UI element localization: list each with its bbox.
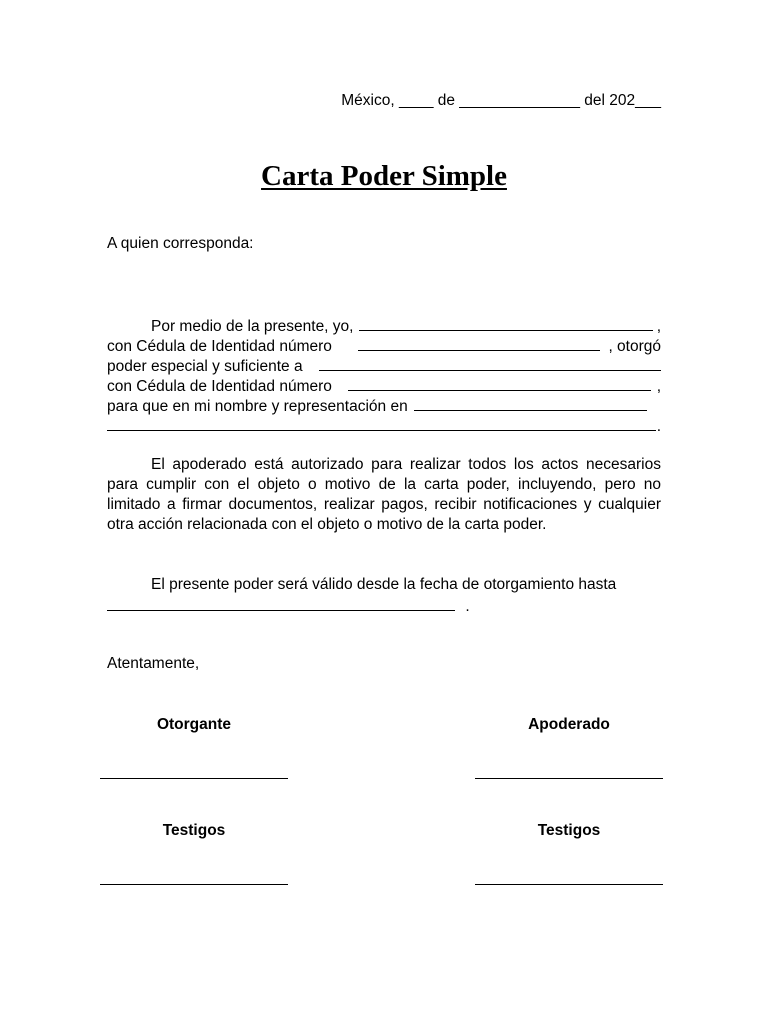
- validity-text: El presente poder será válido desde la fecha de otorgamiento hasta: [151, 576, 617, 593]
- grant-line-4-text: con Cédula de Identidad número: [107, 378, 332, 395]
- document-title: Carta Poder Simple: [261, 160, 507, 192]
- grantor-label: Otorgante: [156, 716, 232, 733]
- attorney-signature-line[interactable]: [475, 778, 663, 779]
- paragraph-grant: [107, 315, 661, 435]
- witness-right-signature-line[interactable]: [475, 884, 663, 885]
- grant-line-3: [107, 355, 661, 375]
- witness-left-label: Testigos: [162, 822, 226, 839]
- grant-line-1-text: Por medio de la presente, yo,: [151, 318, 354, 335]
- validity-date-blank[interactable]: [107, 595, 455, 611]
- greeting: A quien corresponda:: [107, 235, 254, 252]
- date-line: México, ____ de ______________ del 202___: [341, 92, 661, 109]
- validity-end: .: [465, 598, 470, 615]
- paragraph-validity: [107, 575, 661, 617]
- grant-line-6-end: .: [656, 418, 661, 435]
- grant-line-2-text: con Cédula de Identidad número: [107, 338, 332, 355]
- grant-line-5: [107, 395, 661, 415]
- authority-text: El apoderado está autorizado para realizar todos los actos necesarios para cumplir con el objeto o motivo de la carta poder, incluyendo, pero no limitado a firmar documentos, realizar pagos, recibir notificaciones y cualquier otra acción relacionada con el objeto o motivo de la carta poder.: [107, 456, 661, 533]
- validity-line-2: [107, 595, 661, 617]
- grantor-signature-line[interactable]: [100, 778, 288, 779]
- purpose-blank[interactable]: [414, 395, 647, 411]
- grantor-name-blank[interactable]: [359, 315, 652, 331]
- grant-line-1: [107, 315, 661, 335]
- witness-right-label: Testigos: [537, 822, 601, 839]
- grant-line-2: [107, 335, 661, 355]
- witness-left-signature-line[interactable]: [100, 884, 288, 885]
- grantor-id-blank[interactable]: [358, 335, 601, 351]
- grant-line-2-end: , otorgó: [608, 338, 661, 355]
- grant-line-4: [107, 375, 661, 395]
- attorney-label: Apoderado: [528, 716, 610, 733]
- grant-line-5-text: para que en mi nombre y representación en: [107, 398, 408, 415]
- grant-line-1-end: ,: [656, 318, 661, 335]
- purpose-continuation-blank[interactable]: [107, 415, 656, 431]
- grant-line-3-text: poder especial y suficiente a: [107, 358, 303, 375]
- grant-line-4-end: ,: [656, 378, 661, 395]
- grant-line-6: [107, 415, 661, 435]
- attorney-name-blank[interactable]: [319, 355, 661, 371]
- attorney-id-blank[interactable]: [348, 375, 651, 391]
- closing: Atentamente,: [107, 655, 200, 672]
- paragraph-authority: [107, 455, 661, 535]
